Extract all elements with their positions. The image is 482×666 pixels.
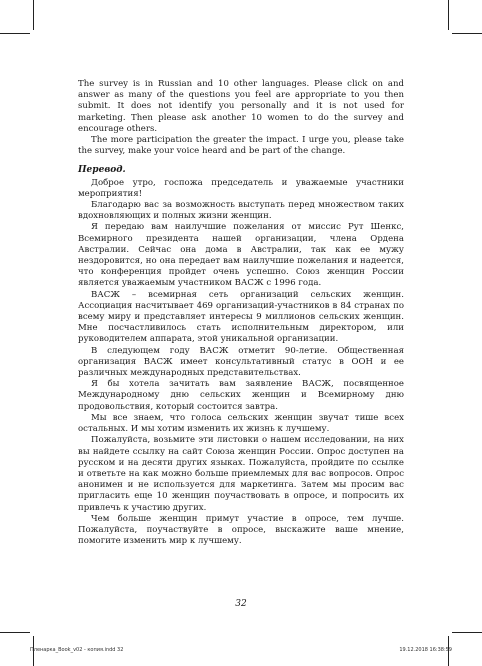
russian-paragraph: Я бы хотела зачитать вам заявление ВАСЖ, посвященное Международному дню сельских женщин и Всемирному дню продовольствия, который состоится завтра. [78, 379, 404, 412]
russian-paragraph: Доброе утро, госпожа председатель и уважаемые участники мероприятия! [78, 177, 404, 199]
russian-paragraph: Благодарю вас за возможность выступать перед множеством таких вдохновляющих и полных жизни женщин. [78, 200, 404, 222]
russian-paragraph: В следующем году ВАСЖ отметит 90-летие. Общественная организация ВАСЖ имеет консультативный статус в ООН и ее различных международных представительствах. [78, 345, 404, 379]
russian-paragraph: Чем больше женщин примут участие в опросе, тем лучше. Пожалуйста, поучаствуйте в опросе, выскажите ваше мнение, помогите изменить мир к лучшему. [78, 513, 404, 547]
russian-paragraph: ВАСЖ – всемирная сеть организаций сельских женщин. Ассоциация насчитывает 469 организаций-участников в 84 странах по всему миру и представляет интересы 9 миллионов сельских женщин. Мне посчастливилось стать исполнительным директором, или руководителем аппарата, этой уникальной организации. [78, 289, 404, 345]
translation-heading: Перевод. [78, 165, 126, 176]
english-paragraph: The survey is in Russian and 10 other languages. Please click on and answer as many of the questions you feel are appropriate to you then submit. It does not identify you personally and it is not used for marketing. Then please ask another 10 women to do the survey and encourage others. [78, 79, 404, 134]
russian-paragraph: Пожалуйста, возьмите эти листовки о нашем исследовании, на них вы найдете ссылку на сайт Союза женщин России. Опрос доступен на русском и на десяти других языках. Пожалуйста, пройдите по ссылке и ответьте на как можно больше приемлемых для вас вопросов. Опрос анонимен и не используется для маркетинга. Затем мы просим вас пригласить еще 10 женщин поучаствовать в опросе, и попросить их привлечь к участию других. [78, 435, 404, 513]
crop-mark [0, 632, 30, 633]
russian-paragraph: Я передаю вам наилучшие пожелания от миссис Рут Шенкс, Всемирного президента нашей организации, члена Ордена Австралии. Сейчас она дома в Австралии, так как ее мужу нездоровится, но она передает вам наилучшие пожелания и надеется, что конференция пройдет очень успешно. Союз женщин России является уважаемым участником ВАСЖ с 1996 года. [78, 222, 404, 289]
crop-mark [452, 632, 482, 633]
slug-date: 19.12.2018 16:38:59 [399, 647, 452, 653]
page-number: 32 [235, 599, 247, 609]
crop-mark [448, 0, 449, 30]
russian-paragraph: Мы все знаем, что голоса сельских женщин звучат тише всех остальных. И мы хотим изменить их жизнь к лучшему. [78, 412, 404, 435]
crop-mark [33, 0, 34, 30]
slug-file: Пленарка_Book_v02 - копия.indd 32 [30, 647, 124, 653]
crop-mark [452, 33, 482, 34]
english-paragraph: The more participation the greater the impact. I urge you, please take the survey, make your voice heard and be part of the change. [78, 135, 404, 157]
crop-mark [0, 33, 30, 34]
body-text [78, 79, 404, 547]
